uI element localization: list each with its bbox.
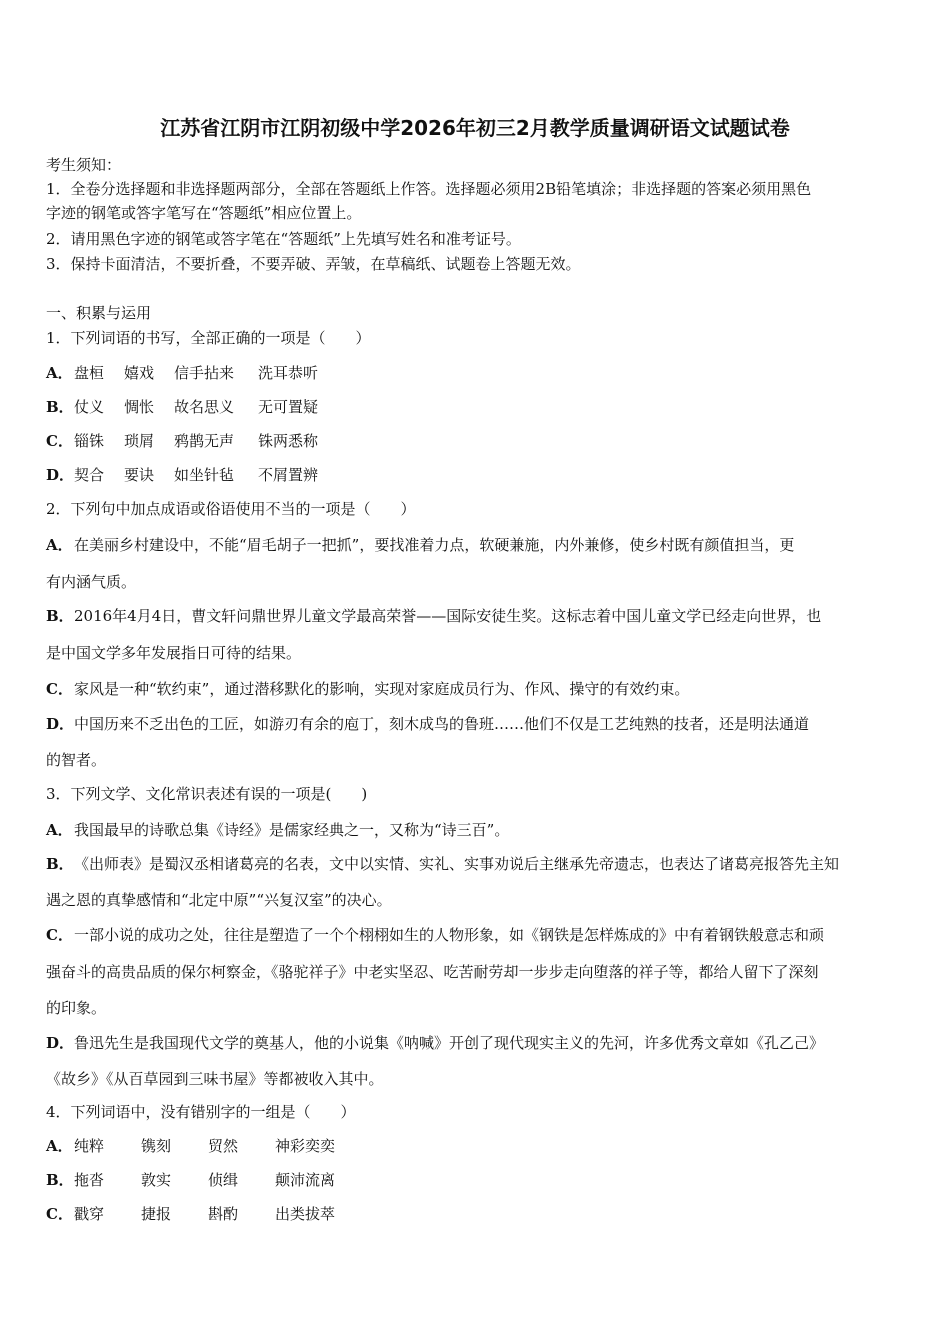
q3-line bbox=[46, 1032, 908, 1053]
option-label: B． bbox=[46, 1171, 74, 1189]
q1-option-d bbox=[46, 464, 908, 485]
option-label: D． bbox=[46, 1034, 75, 1052]
option-label: B． bbox=[46, 607, 74, 625]
option-word: 拖沓 bbox=[74, 1171, 105, 1189]
q3-line bbox=[46, 889, 908, 910]
option-label: A． bbox=[46, 364, 73, 382]
option-word: 出类拔萃 bbox=[275, 1205, 336, 1223]
option-word: 信手拈来 bbox=[174, 364, 235, 382]
q1-option-c bbox=[46, 430, 908, 451]
option-word: 斟酌 bbox=[208, 1205, 239, 1223]
question-stem-3: 3．下列文学、文化常识表述有误的一项是( ) bbox=[46, 785, 368, 803]
notice-heading: 考生须知： bbox=[46, 156, 122, 174]
q2-line bbox=[46, 678, 908, 699]
section-heading: 一、积累与运用 bbox=[46, 304, 152, 322]
q3-line bbox=[46, 961, 908, 982]
option-label: C． bbox=[46, 680, 73, 698]
option-text: 我国最早的诗歌总集《诗经》是儒家经典之一，又称为“诗三百”。 bbox=[74, 821, 510, 839]
option-word: 纯粹 bbox=[74, 1137, 105, 1155]
option-text: 有内涵气质。 bbox=[46, 573, 137, 591]
option-word: 神彩奕奕 bbox=[275, 1137, 336, 1155]
option-text: 鲁迅先生是我国现代文学的奠基人，他的小说集《呐喊》开创了现代现实主义的先河，许多优秀文章如《孔乙己》 bbox=[74, 1034, 825, 1052]
option-label: B． bbox=[46, 855, 74, 873]
q2-line bbox=[46, 571, 908, 592]
option-text: 是中国文学多年发展指日可待的结果。 bbox=[46, 644, 302, 662]
option-label: D． bbox=[46, 715, 75, 733]
q1-option-b bbox=[46, 396, 908, 417]
option-text: 《出师表》是蜀汉丞相诸葛亮的名表，文中以实情、实礼、实事劝说后主继承先帝遗志，也表达了诸葛亮报答先主知 bbox=[74, 855, 840, 873]
option-text: 家风是一种“软约束”，通过潜移默化的影响，实现对家庭成员行为、作风、操守的有效约束。 bbox=[74, 680, 690, 698]
option-label: C． bbox=[46, 1205, 73, 1223]
option-text: 2016年4月4日，曹文轩问鼎世界儿童文学最高荣誉——国际安徒生奖。这标志着中国儿童文学已经走向世界，也 bbox=[74, 607, 822, 625]
option-word: 颠沛流离 bbox=[275, 1171, 336, 1189]
q2-line bbox=[46, 713, 908, 734]
option-word: 要诀 bbox=[124, 466, 155, 484]
option-word: 鸦鹊无声 bbox=[174, 432, 235, 450]
q1-option-a bbox=[46, 362, 908, 383]
notice-item: 3．保持卡面清洁，不要折叠，不要弄破、弄皱，在草稿纸、试题卷上答题无效。 bbox=[46, 255, 581, 273]
option-word: 锱铢 bbox=[74, 432, 105, 450]
option-text: 一部小说的成功之处，往往是塑造了一个个栩栩如生的人物形象，如《钢铁是怎样炼成的》中有着钢铁般意志和顽 bbox=[74, 926, 825, 944]
option-word: 嬉戏 bbox=[124, 364, 155, 382]
q4-option-a bbox=[46, 1135, 908, 1156]
option-text: 在美丽乡村建设中，不能“眉毛胡子一把抓”，要找准着力点，软硬兼施，内外兼修，使乡村既有颜值担当，更 bbox=[74, 536, 795, 554]
option-label: C． bbox=[46, 432, 73, 450]
option-word: 敦实 bbox=[141, 1171, 172, 1189]
option-word: 洗耳恭听 bbox=[258, 364, 319, 382]
question-stem-1: 1．下列词语的书写，全部正确的一项是（ ） bbox=[46, 329, 371, 347]
option-word: 仗义 bbox=[74, 398, 105, 416]
notice-item: 1．全卷分选择题和非选择题两部分，全部在答题纸上作答。选择题必须用2B铅笔填涂；非选择题的答案必须用黑色 bbox=[46, 180, 812, 198]
option-word: 如坐针毡 bbox=[174, 466, 235, 484]
option-word: 贸然 bbox=[208, 1137, 239, 1155]
option-word: 琐屑 bbox=[124, 432, 155, 450]
option-text: 遇之恩的真挚感情和“北定中原”“兴复汉室”的决心。 bbox=[46, 891, 392, 909]
option-word: 无可置疑 bbox=[258, 398, 319, 416]
option-word: 镌刻 bbox=[141, 1137, 172, 1155]
question-stem-4: 4．下列词语中，没有错别字的一组是（ ） bbox=[46, 1103, 356, 1121]
option-word: 侦缉 bbox=[208, 1171, 239, 1189]
q3-line bbox=[46, 997, 908, 1018]
exam-title: 江苏省江阴市江阴初级中学2026年初三2月教学质量调研语文试题试卷 bbox=[160, 116, 790, 140]
option-word: 故名思义 bbox=[174, 398, 235, 416]
q3-line bbox=[46, 924, 908, 945]
notice-item: 2．请用黑色字迹的钢笔或答字笔在“答题纸”上先填写姓名和准考证号。 bbox=[46, 230, 521, 248]
option-word: 戳穿 bbox=[74, 1205, 105, 1223]
option-word: 铢两悉称 bbox=[258, 432, 319, 450]
option-label: A． bbox=[46, 1137, 73, 1155]
option-text: 强奋斗的高贵品质的保尔柯察金，《骆驼祥子》中老实坚忍、吃苦耐劳却一步步走向堕落的祥子等，都给人留下了深刻 bbox=[46, 963, 819, 981]
option-word: 捷报 bbox=[141, 1205, 172, 1223]
option-label: C． bbox=[46, 926, 73, 944]
notice-item: 字迹的钢笔或答字笔写在“答题纸”相应位置上。 bbox=[46, 204, 362, 222]
question-stem-2: 2．下列句中加点成语或俗语使用不当的一项是（ ） bbox=[46, 500, 416, 518]
option-text: 的智者。 bbox=[46, 751, 107, 769]
option-word: 惆怅 bbox=[124, 398, 155, 416]
option-label: D． bbox=[46, 466, 75, 484]
option-word: 不屑置辨 bbox=[258, 466, 319, 484]
option-label: B． bbox=[46, 398, 74, 416]
option-text: 的印象。 bbox=[46, 999, 107, 1017]
q4-option-c bbox=[46, 1203, 908, 1224]
option-text: 《故乡》《从百草园到三味书屋》等都被收入其中。 bbox=[46, 1070, 384, 1088]
option-word: 契合 bbox=[74, 466, 105, 484]
q2-line bbox=[46, 605, 908, 626]
q3-line bbox=[46, 1068, 908, 1089]
option-text: 中国历来不乏出色的工匠，如游刃有余的庖丁，刻木成鸟的鲁班……他们不仅是工艺纯熟的技者，还是明法通道 bbox=[74, 715, 810, 733]
q2-line bbox=[46, 534, 908, 555]
q2-line bbox=[46, 749, 908, 770]
q3-line bbox=[46, 853, 908, 874]
option-word: 盘桓 bbox=[74, 364, 105, 382]
option-label: A． bbox=[46, 536, 73, 554]
q4-option-b bbox=[46, 1169, 908, 1190]
option-label: A． bbox=[46, 821, 73, 839]
q2-line bbox=[46, 642, 908, 663]
q3-line bbox=[46, 819, 908, 840]
